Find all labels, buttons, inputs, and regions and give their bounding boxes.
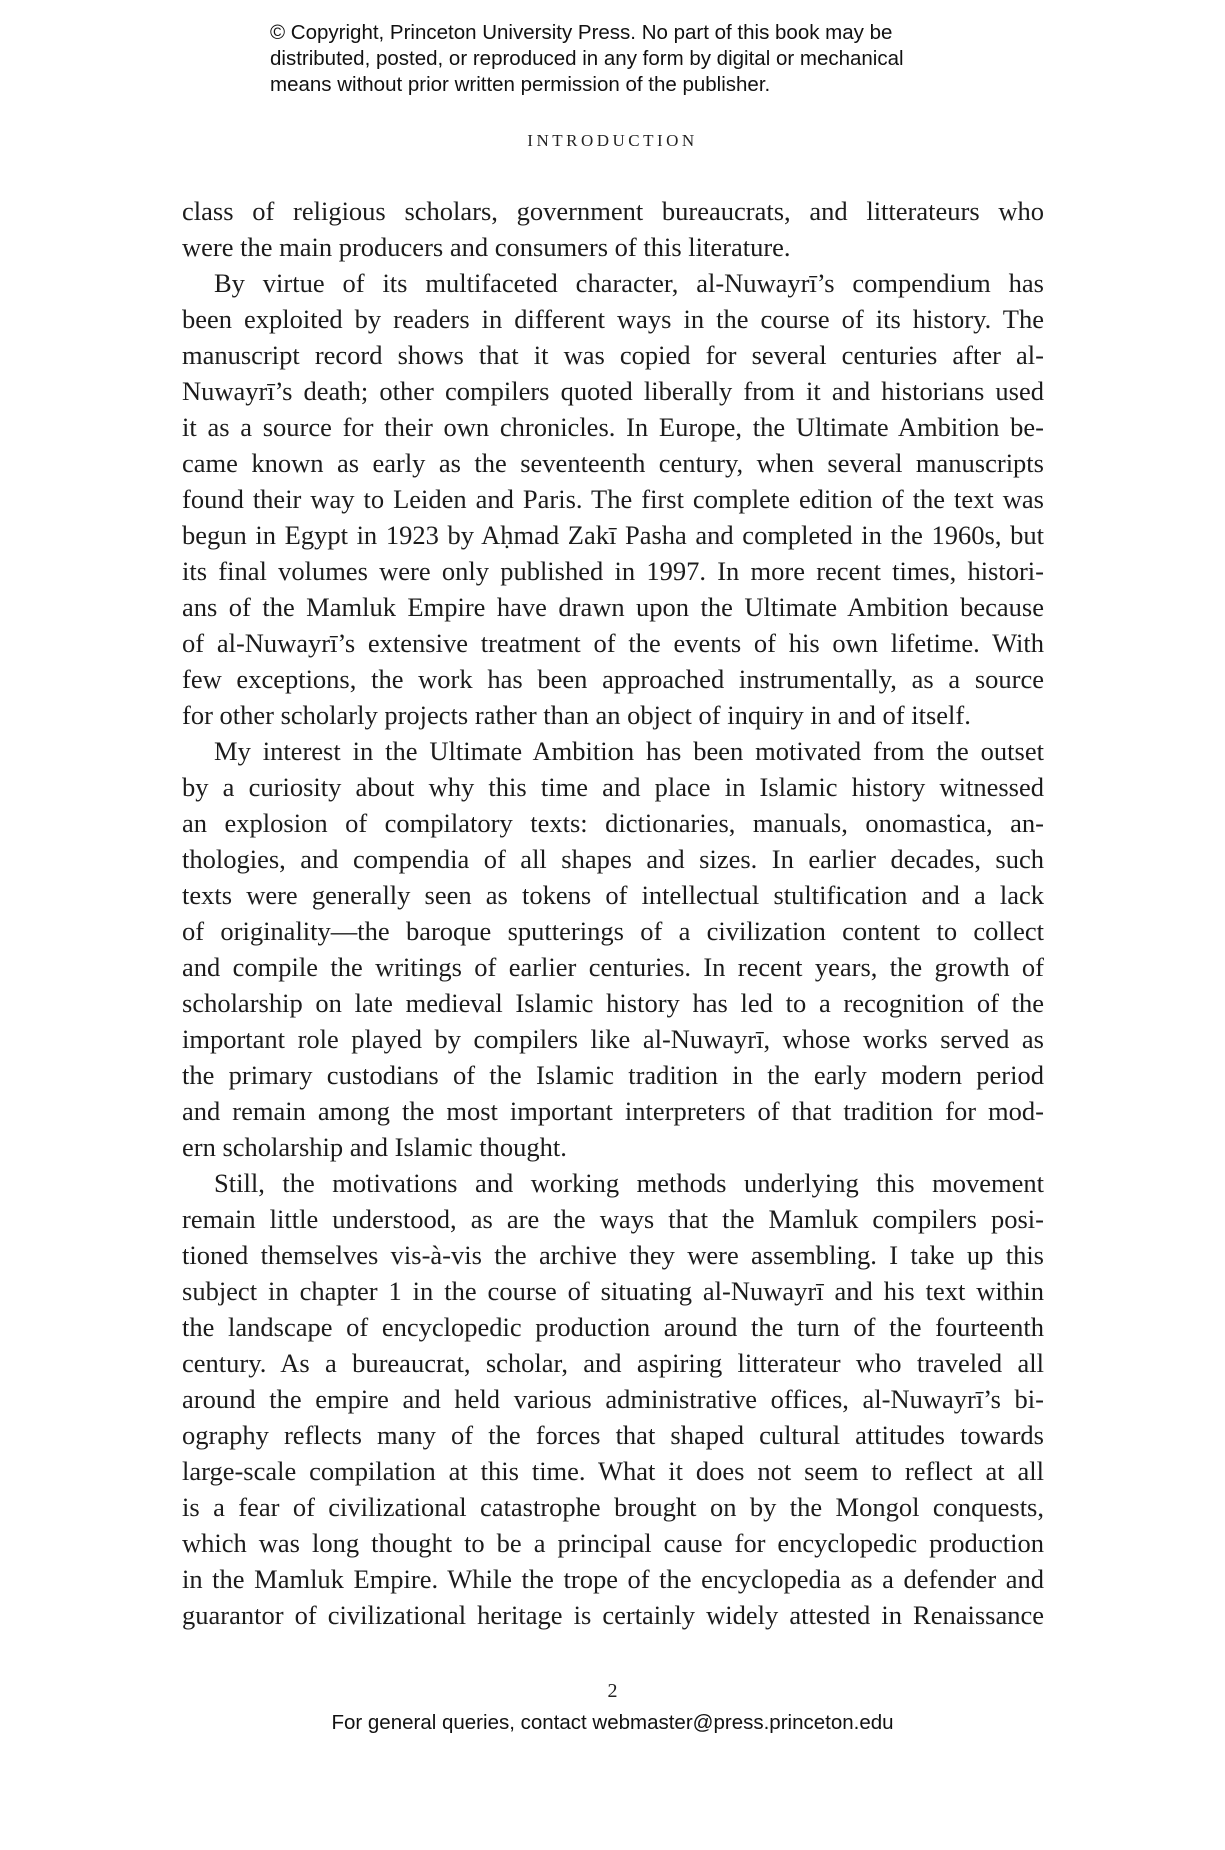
- text-line: came known as early as the seventeenth century, when several manuscripts: [182, 448, 1044, 478]
- text-line: found their way to Leiden and Paris. The first complete edition of the text was: [182, 484, 1044, 514]
- text-line: of al-Nuwayrī’s extensive treatment of the events of his own lifetime. With: [182, 628, 1044, 658]
- text-line: century. As a bureaucrat, scholar, and aspiring litterateur who traveled all: [182, 1348, 1044, 1378]
- text-line: were the main producers and consumers of this literature.: [182, 232, 791, 262]
- text-line: manuscript record shows that it was copied for several centuries after al-: [182, 340, 1044, 370]
- text-line: subject in chapter 1 in the course of situating al-Nuwayrī and his text within: [182, 1276, 1044, 1306]
- text-line: ern scholarship and Islamic thought.: [182, 1132, 567, 1162]
- text-line: for other scholarly projects rather than an object of inquiry in and of itself.: [182, 700, 971, 730]
- text-line: and compile the writings of earlier centuries. In recent years, the growth of: [182, 952, 1044, 982]
- text-line: class of religious scholars, government bureaucrats, and litterateurs who: [182, 196, 1044, 226]
- text-line: the primary custodians of the Islamic tradition in the early modern period: [182, 1060, 1044, 1090]
- text-line: been exploited by readers in different ways in the course of its history. The: [182, 304, 1044, 334]
- running-head: INTRODUCTION: [527, 131, 698, 150]
- text-line: By virtue of its multifaceted character, al-Nuwayrī’s compendium has: [214, 268, 1044, 298]
- text-line: of originality—the baroque sputterings of a civilization content to collect: [182, 916, 1044, 946]
- text-line: large-scale compilation at this time. What it does not seem to reflect at all: [182, 1456, 1044, 1486]
- text-line: around the empire and held various administrative offices, al-Nuwayrī’s bi-: [182, 1384, 1044, 1414]
- text-line: which was long thought to be a principal cause for encyclopedic production: [182, 1528, 1044, 1558]
- page-number: 2: [607, 1680, 618, 1702]
- text-line: ography reflects many of the forces that shaped cultural attitudes towards: [182, 1420, 1044, 1450]
- text-line: My interest in the Ultimate Ambition has been motivated from the outset: [214, 736, 1044, 766]
- text-line: Still, the motivations and working methods underlying this movement: [214, 1168, 1044, 1198]
- text-line: few exceptions, the work has been approached instrumentally, as a source: [182, 664, 1044, 694]
- text-line: texts were generally seen as tokens of intellectual stultification and a lack: [182, 880, 1044, 910]
- text-line: remain little understood, as are the ways that the Mamluk compilers posi-: [182, 1204, 1044, 1234]
- text-line: the landscape of encyclopedic production around the turn of the fourteenth: [182, 1312, 1044, 1342]
- footer-contact: For general queries, contact webmaster@press.princeton.edu: [331, 1711, 894, 1734]
- text-line: it as a source for their own chronicles. In Europe, the Ultimate Ambition be-: [182, 412, 1044, 442]
- text-line: tioned themselves vis-à-vis the archive they were assembling. I take up this: [182, 1240, 1044, 1270]
- text-line: begun in Egypt in 1923 by Aḥmad Zakī Pasha and completed in the 1960s, but: [182, 520, 1044, 550]
- copyright-line: distributed, posted, or reproduced in any form by digital or mechanical: [270, 47, 904, 70]
- text-line: ans of the Mamluk Empire have drawn upon the Ultimate Ambition because: [182, 592, 1044, 622]
- text-line: thologies, and compendia of all shapes and sizes. In earlier decades, such: [182, 844, 1044, 874]
- text-line: in the Mamluk Empire. While the trope of the encyclopedia as a defender and: [182, 1564, 1044, 1594]
- text-line: scholarship on late medieval Islamic history has led to a recognition of the: [182, 988, 1044, 1018]
- text-line: an explosion of compilatory texts: dictionaries, manuals, onomastica, an-: [182, 808, 1044, 838]
- body-text: [182, 193, 1044, 1633]
- text-line: guarantor of civilizational heritage is certainly widely attested in Renaissance: [182, 1600, 1044, 1630]
- copyright-line: © Copyright, Princeton University Press. No part of this book may be: [270, 21, 893, 44]
- copyright-notice: [270, 20, 1030, 98]
- text-line: is a fear of civilizational catastrophe brought on by the Mongol conquests,: [182, 1492, 1044, 1522]
- text-line: important role played by compilers like al-Nuwayrī, whose works served as: [182, 1024, 1044, 1054]
- text-line: by a curiosity about why this time and place in Islamic history witnessed: [182, 772, 1044, 802]
- text-line: and remain among the most important interpreters of that tradition for mod-: [182, 1096, 1044, 1126]
- text-line: Nuwayrī’s death; other compilers quoted liberally from it and historians used: [182, 376, 1044, 406]
- copyright-line: means without prior written permission of the publisher.: [270, 73, 771, 96]
- text-line: its final volumes were only published in 1997. In more recent times, histori-: [182, 556, 1044, 586]
